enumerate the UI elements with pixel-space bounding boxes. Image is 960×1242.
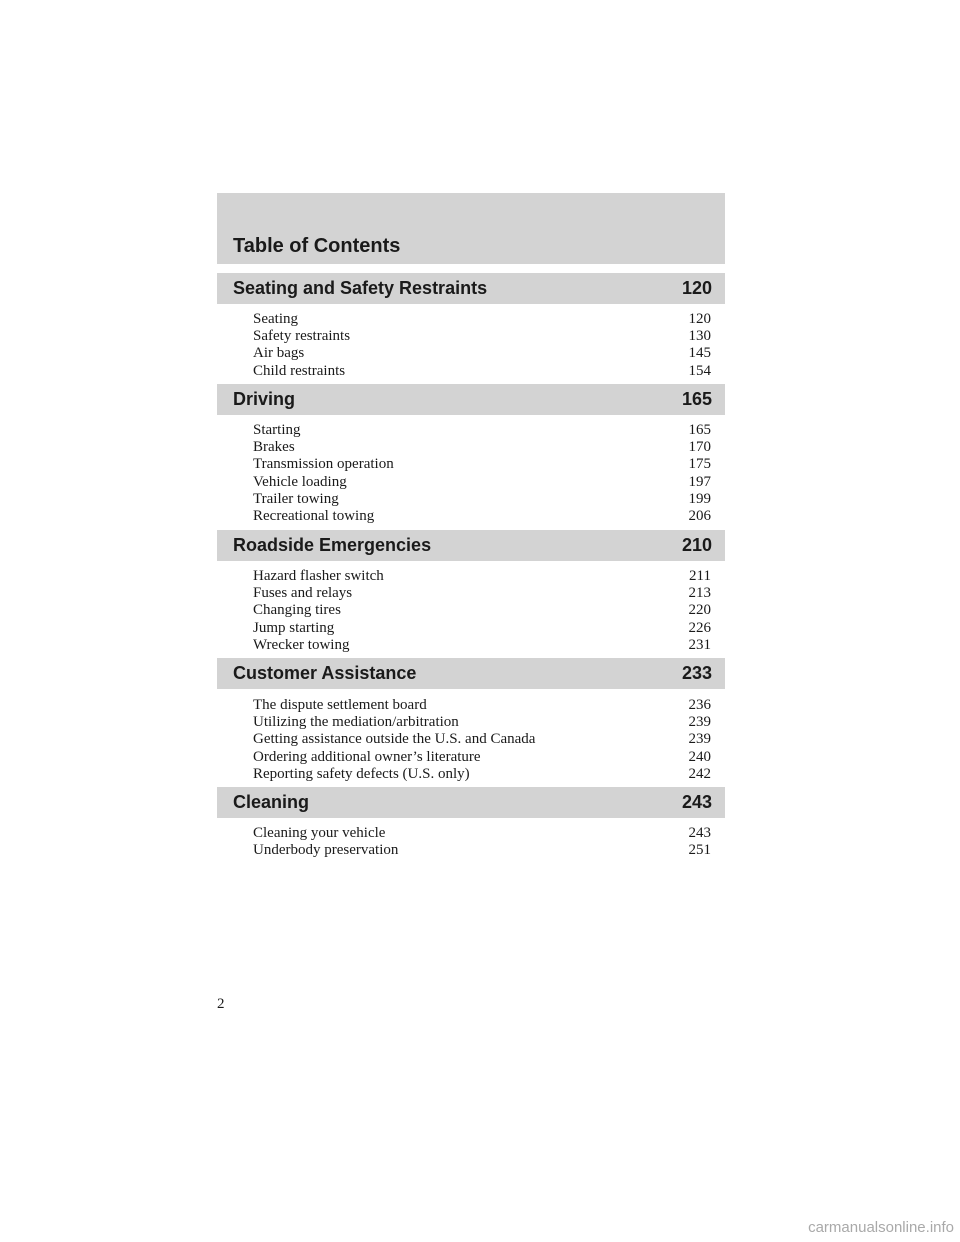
toc-entry[interactable]: [253, 363, 711, 380]
entry-label: Wrecker towing: [253, 636, 350, 653]
toc-entry[interactable]: [253, 825, 711, 842]
entry-label: The dispute settlement board: [253, 697, 427, 713]
section-page: 233: [681, 663, 712, 683]
entry-label: Child restraints: [253, 362, 346, 379]
entry-page: 206: [688, 507, 711, 524]
section-title: Cleaning: [233, 792, 310, 812]
entry-page: 145: [688, 345, 711, 362]
section-entries: [253, 825, 711, 859]
entry-page: 240: [688, 748, 711, 765]
section-entries: [253, 311, 711, 380]
entry-label: Brakes: [253, 439, 295, 456]
page-number: 2: [217, 996, 225, 1012]
entry-label: Safety restraints: [253, 328, 351, 345]
entry-page: 165: [688, 422, 711, 438]
entry-label: Cleaning your vehicle: [253, 825, 386, 841]
toc-entry[interactable]: [253, 749, 711, 766]
section-entries: [253, 568, 711, 654]
entry-page: 211: [689, 568, 711, 584]
section-header-seating-and-safety-restraints[interactable]: [217, 273, 725, 304]
entry-page: 239: [688, 714, 711, 731]
toc-entry[interactable]: [253, 568, 711, 585]
entry-page: 197: [688, 473, 711, 490]
section-title: Seating and Safety Restraints: [233, 278, 488, 298]
entry-page: 242: [688, 765, 711, 782]
section-title: Driving: [233, 389, 296, 409]
section-title: Roadside Emergencies: [233, 535, 432, 555]
entry-label: Fuses and relays: [253, 585, 353, 602]
entry-label: Seating: [253, 311, 298, 327]
entry-page: 170: [688, 439, 711, 456]
toc-entry[interactable]: [253, 311, 711, 328]
entry-label: Transmission operation: [253, 456, 394, 473]
section-page: 210: [681, 535, 712, 555]
page-header: [217, 193, 725, 264]
entry-page: 199: [688, 490, 711, 507]
entry-label: Starting: [253, 422, 301, 438]
toc-entry[interactable]: [253, 602, 711, 619]
toc-entry[interactable]: [253, 508, 711, 525]
toc-entry[interactable]: [253, 474, 711, 491]
toc-entry[interactable]: [253, 766, 711, 783]
entry-label: Underbody preservation: [253, 842, 399, 859]
entry-label: Getting assistance outside the U.S. and Canada: [253, 731, 536, 748]
toc-entry[interactable]: [253, 456, 711, 473]
section-page: 243: [681, 792, 712, 812]
entry-label: Jump starting: [253, 619, 335, 636]
entry-page: 175: [688, 456, 711, 473]
section-entries: [253, 697, 711, 783]
toc-entry[interactable]: [253, 842, 711, 859]
toc-entry[interactable]: [253, 439, 711, 456]
section-header-cleaning[interactable]: [217, 787, 725, 818]
entry-label: Utilizing the mediation/arbitration: [253, 714, 459, 731]
toc-entry[interactable]: [253, 731, 711, 748]
watermark: carmanualsonline.info: [808, 1219, 954, 1236]
section-header-customer-assistance[interactable]: [217, 658, 725, 689]
entry-page: 243: [688, 825, 711, 841]
entry-label: Vehicle loading: [253, 473, 347, 490]
section-header-driving[interactable]: [217, 384, 725, 415]
entry-label: Ordering additional owner’s literature: [253, 748, 481, 765]
toc-entry[interactable]: [253, 345, 711, 362]
entry-page: 213: [688, 585, 711, 602]
entry-label: Hazard flasher switch: [253, 568, 384, 584]
entry-label: Reporting safety defects (U.S. only): [253, 765, 470, 782]
entry-label: Trailer towing: [253, 490, 339, 507]
entry-page: 220: [688, 602, 711, 619]
toc-entry[interactable]: [253, 637, 711, 654]
entry-page: 239: [688, 731, 711, 748]
section-page: 120: [681, 278, 712, 298]
page-title: Table of Contents: [233, 235, 401, 257]
entry-page: 231: [688, 636, 711, 653]
entry-page: 236: [688, 697, 711, 713]
toc-entry[interactable]: [253, 422, 711, 439]
section-header-roadside-emergencies[interactable]: [217, 530, 725, 561]
section-entries: [253, 422, 711, 525]
toc-entry[interactable]: [253, 714, 711, 731]
entry-page: 226: [688, 619, 711, 636]
toc-entry[interactable]: [253, 491, 711, 508]
entry-page: 251: [688, 842, 711, 859]
section-page: 165: [681, 389, 712, 409]
section-title: Customer Assistance: [233, 663, 417, 683]
entry-label: Air bags: [253, 345, 305, 362]
entry-label: Recreational towing: [253, 507, 375, 524]
entry-label: Changing tires: [253, 602, 341, 619]
toc-entry[interactable]: [253, 697, 711, 714]
toc-entry[interactable]: [253, 585, 711, 602]
toc-entry[interactable]: [253, 328, 711, 345]
entry-page: 154: [688, 362, 711, 379]
entry-page: 130: [688, 328, 711, 345]
toc-entry[interactable]: [253, 620, 711, 637]
entry-page: 120: [688, 311, 711, 327]
